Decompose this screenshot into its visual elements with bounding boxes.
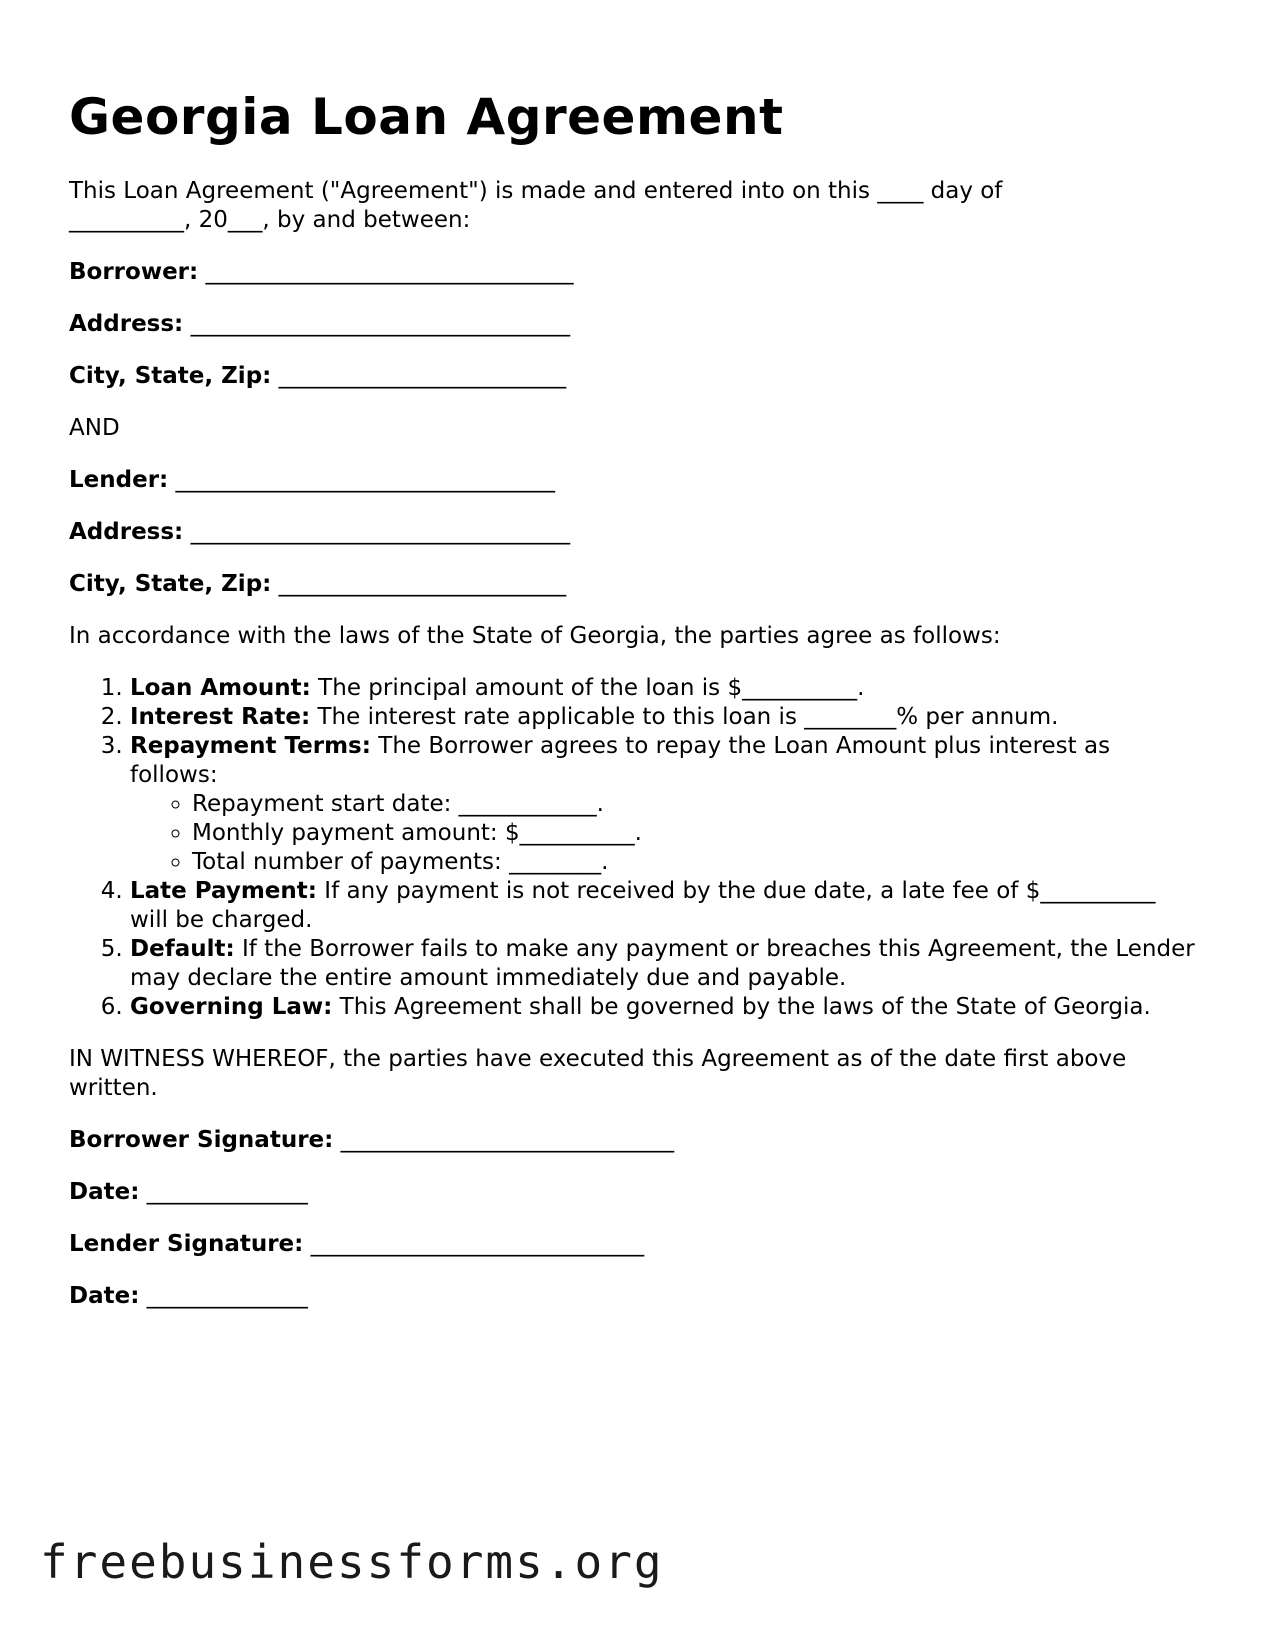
intro-line-2: __________, 20___, by and between: bbox=[69, 207, 471, 233]
term-text: The interest rate applicable to this loan is ________% per annum. bbox=[310, 704, 1059, 730]
borrower-signature-label: Borrower Signature: bbox=[69, 1127, 334, 1153]
site-watermark: freebusinessforms.org bbox=[40, 1535, 664, 1589]
intro-line-1: This Loan Agreement ("Agreement") is made and entered into on this ____ day of bbox=[69, 178, 1003, 204]
and-separator: AND bbox=[69, 415, 120, 441]
term-item-interest-rate bbox=[130, 703, 1199, 732]
borrower-signature-field bbox=[69, 1126, 1199, 1155]
term-text: The principal amount of the loan is $__________. bbox=[310, 675, 865, 701]
lender-city-label: City, State, Zip: bbox=[69, 571, 272, 597]
borrower-name-blank[interactable]: ________________________________ bbox=[205, 259, 574, 285]
lender-address-label: Address: bbox=[69, 519, 184, 545]
term-item-repayment-terms bbox=[130, 732, 1199, 877]
term-label: Loan Amount: bbox=[130, 675, 311, 701]
total-number-of-payments: ◦ Total number of payments: ________. bbox=[192, 848, 1199, 877]
lender-signature-blank[interactable]: _____________________________ bbox=[310, 1231, 645, 1257]
document-title: Georgia Loan Agreement bbox=[69, 88, 784, 146]
term-label: Repayment Terms: bbox=[130, 733, 371, 759]
term-text: If the Borrower fails to make any payment or breaches this Agreement, the Lender may declare the entire amount immediately due and payable. bbox=[130, 936, 1195, 991]
lender-date-label: Date: bbox=[69, 1283, 140, 1309]
lender-name-label: Lender: bbox=[69, 467, 169, 493]
terms-list bbox=[69, 674, 1199, 1022]
lender-signature-label: Lender Signature: bbox=[69, 1231, 304, 1257]
term-label: Interest Rate: bbox=[130, 704, 311, 730]
document-page bbox=[69, 82, 1199, 1334]
lender-signature-field bbox=[69, 1230, 1199, 1259]
term-label: Late Payment: bbox=[130, 878, 317, 904]
lender-date-blank[interactable]: ______________ bbox=[146, 1283, 308, 1309]
term-item-default bbox=[130, 935, 1199, 993]
intro-paragraph bbox=[69, 177, 1199, 235]
borrower-name-label: Borrower: bbox=[69, 259, 199, 285]
borrower-date-label: Date: bbox=[69, 1179, 140, 1205]
borrower-signature-blank[interactable]: _____________________________ bbox=[340, 1127, 675, 1153]
term-text: This Agreement shall be governed by the laws of the State of Georgia. bbox=[332, 994, 1151, 1020]
term-item-late-payment bbox=[130, 877, 1199, 935]
term-label: Default: bbox=[130, 936, 235, 962]
term-text: If any payment is not received by the due date, a late fee of $__________ will be charged. bbox=[130, 878, 1156, 933]
borrower-address-blank[interactable]: _________________________________ bbox=[190, 311, 571, 337]
term-item-loan-amount bbox=[130, 674, 1199, 703]
repayment-sublist bbox=[130, 790, 1199, 877]
accordance-paragraph: In accordance with the laws of the State of Georgia, the parties agree as follows: bbox=[69, 623, 1001, 649]
lender-name-blank[interactable]: _________________________________ bbox=[175, 467, 556, 493]
term-label: Governing Law: bbox=[130, 994, 333, 1020]
lender-date-field bbox=[69, 1282, 1199, 1311]
lender-name-field bbox=[69, 466, 1199, 495]
lender-address-field bbox=[69, 518, 1199, 547]
lender-city-field bbox=[69, 570, 1199, 599]
lender-address-blank[interactable]: _________________________________ bbox=[190, 519, 571, 545]
borrower-date-field bbox=[69, 1178, 1199, 1207]
witness-paragraph: IN WITNESS WHEREOF, the parties have executed this Agreement as of the date first above written. bbox=[69, 1046, 1127, 1101]
term-item-governing-law bbox=[130, 993, 1199, 1022]
borrower-city-label: City, State, Zip: bbox=[69, 363, 272, 389]
repayment-start-date: ◦ Repayment start date: ____________. bbox=[192, 790, 1199, 819]
borrower-city-field bbox=[69, 362, 1199, 391]
borrower-address-field bbox=[69, 310, 1199, 339]
borrower-city-blank[interactable]: _________________________ bbox=[278, 363, 567, 389]
lender-city-blank[interactable]: _________________________ bbox=[278, 571, 567, 597]
borrower-address-label: Address: bbox=[69, 311, 184, 337]
borrower-date-blank[interactable]: ______________ bbox=[146, 1179, 308, 1205]
monthly-payment-amount: ◦ Monthly payment amount: $__________. bbox=[192, 819, 1199, 848]
borrower-name-field bbox=[69, 258, 1199, 287]
term-text: The Borrower agrees to repay the Loan Amount plus interest as follows: bbox=[130, 733, 1111, 788]
